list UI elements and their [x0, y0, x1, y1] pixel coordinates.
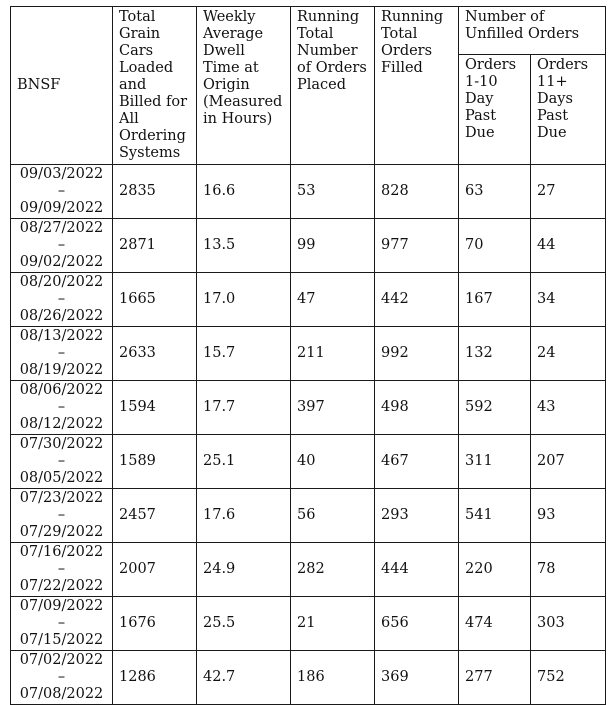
cell-orders-filled: 828: [375, 165, 459, 219]
cell-past-due-11-plus: 93: [531, 489, 606, 543]
header-past-due-11-plus: Orders 11+ Days Past Due: [531, 54, 606, 164]
cell-orders-filled: 992: [375, 327, 459, 381]
week-range-dash: –: [57, 399, 66, 415]
cell-orders-filled: 656: [375, 597, 459, 651]
table-row: [11, 543, 606, 597]
header-unfilled-orders: Number of Unfilled Orders: [459, 7, 606, 55]
header-dwell-time: Weekly Average Dwell Time at Origin (Measured in Hours): [197, 7, 291, 165]
cell-week-range: [11, 219, 113, 273]
week-end-date: 08/12/2022: [19, 416, 104, 432]
cell-orders-filled: 442: [375, 273, 459, 327]
week-end-date: 08/26/2022: [19, 308, 104, 324]
table-row: [11, 273, 606, 327]
cell-week-range: [11, 273, 113, 327]
cell-past-due-11-plus: 44: [531, 219, 606, 273]
cell-total-cars: 2835: [113, 165, 197, 219]
cell-dwell-time: 24.9: [197, 543, 291, 597]
header-railroad: BNSF: [11, 7, 113, 165]
cell-past-due-1-10: 311: [459, 435, 531, 489]
cell-past-due-1-10: 70: [459, 219, 531, 273]
cell-week-range: [11, 435, 113, 489]
week-start-date: 07/30/2022: [19, 436, 104, 452]
bnsf-grain-table-container: [10, 6, 605, 705]
cell-total-cars: 1589: [113, 435, 197, 489]
cell-dwell-time: 17.6: [197, 489, 291, 543]
cell-past-due-11-plus: 303: [531, 597, 606, 651]
cell-week-range: [11, 543, 113, 597]
cell-past-due-1-10: 541: [459, 489, 531, 543]
week-end-date: 09/02/2022: [19, 254, 104, 270]
cell-past-due-11-plus: 78: [531, 543, 606, 597]
week-start-date: 08/13/2022: [19, 328, 104, 344]
week-start-date: 08/06/2022: [19, 382, 104, 398]
week-end-date: 09/09/2022: [19, 200, 104, 216]
cell-past-due-1-10: 167: [459, 273, 531, 327]
cell-past-due-11-plus: 24: [531, 327, 606, 381]
table-row: [11, 435, 606, 489]
cell-total-cars: 1676: [113, 597, 197, 651]
week-range-dash: –: [57, 507, 66, 523]
week-start-date: 09/03/2022: [19, 166, 104, 182]
week-range-dash: –: [57, 561, 66, 577]
cell-dwell-time: 15.7: [197, 327, 291, 381]
cell-total-cars: 1594: [113, 381, 197, 435]
week-start-date: 08/20/2022: [19, 274, 104, 290]
cell-orders-filled: 444: [375, 543, 459, 597]
week-start-date: 07/09/2022: [19, 598, 104, 614]
week-end-date: 08/05/2022: [19, 470, 104, 486]
cell-orders-filled: 467: [375, 435, 459, 489]
week-range-dash: –: [57, 453, 66, 469]
header-past-due-1-10: Orders 1-10 Day Past Due: [459, 54, 531, 164]
week-end-date: 07/29/2022: [19, 524, 104, 540]
cell-dwell-time: 42.7: [197, 651, 291, 705]
week-end-date: 08/19/2022: [19, 362, 104, 378]
header-orders-filled: Running Total Orders Filled: [375, 7, 459, 165]
cell-orders-filled: 293: [375, 489, 459, 543]
cell-past-due-11-plus: 43: [531, 381, 606, 435]
table-row: [11, 219, 606, 273]
week-start-date: 07/16/2022: [19, 544, 104, 560]
cell-past-due-1-10: 277: [459, 651, 531, 705]
cell-week-range: [11, 489, 113, 543]
cell-total-cars: 1286: [113, 651, 197, 705]
cell-orders-filled: 369: [375, 651, 459, 705]
cell-orders-placed: 53: [291, 165, 375, 219]
cell-orders-placed: 397: [291, 381, 375, 435]
week-start-date: 07/02/2022: [19, 652, 104, 668]
cell-orders-filled: 498: [375, 381, 459, 435]
cell-total-cars: 2457: [113, 489, 197, 543]
cell-past-due-1-10: 132: [459, 327, 531, 381]
bnsf-grain-table: [10, 6, 606, 705]
cell-past-due-1-10: 220: [459, 543, 531, 597]
cell-total-cars: 2007: [113, 543, 197, 597]
cell-past-due-11-plus: 34: [531, 273, 606, 327]
cell-week-range: [11, 327, 113, 381]
cell-orders-placed: 99: [291, 219, 375, 273]
cell-dwell-time: 25.5: [197, 597, 291, 651]
header-row: [11, 7, 606, 55]
cell-past-due-1-10: 592: [459, 381, 531, 435]
week-range-dash: –: [57, 669, 66, 685]
table-row: [11, 489, 606, 543]
table-header: [11, 7, 606, 165]
cell-orders-placed: 56: [291, 489, 375, 543]
header-total-cars: Total Grain Cars Loaded and Billed for All Ordering Systems: [113, 7, 197, 165]
cell-orders-placed: 40: [291, 435, 375, 489]
table-row: [11, 651, 606, 705]
week-end-date: 07/22/2022: [19, 578, 104, 594]
week-start-date: 07/23/2022: [19, 490, 104, 506]
week-start-date: 08/27/2022: [19, 220, 104, 236]
cell-past-due-11-plus: 207: [531, 435, 606, 489]
cell-past-due-11-plus: 27: [531, 165, 606, 219]
cell-week-range: [11, 381, 113, 435]
cell-total-cars: 2871: [113, 219, 197, 273]
cell-past-due-11-plus: 752: [531, 651, 606, 705]
cell-orders-placed: 21: [291, 597, 375, 651]
cell-dwell-time: 16.6: [197, 165, 291, 219]
table-row: [11, 381, 606, 435]
cell-dwell-time: 17.0: [197, 273, 291, 327]
cell-orders-placed: 282: [291, 543, 375, 597]
header-orders-placed: Running Total Number of Orders Placed: [291, 7, 375, 165]
cell-dwell-time: 13.5: [197, 219, 291, 273]
cell-orders-placed: 186: [291, 651, 375, 705]
cell-total-cars: 1665: [113, 273, 197, 327]
cell-orders-placed: 211: [291, 327, 375, 381]
cell-week-range: [11, 165, 113, 219]
cell-week-range: [11, 597, 113, 651]
week-range-dash: –: [57, 183, 66, 199]
table-row: [11, 597, 606, 651]
cell-total-cars: 2633: [113, 327, 197, 381]
table-row: [11, 327, 606, 381]
cell-dwell-time: 17.7: [197, 381, 291, 435]
cell-week-range: [11, 651, 113, 705]
week-range-dash: –: [57, 237, 66, 253]
week-end-date: 07/15/2022: [19, 632, 104, 648]
week-range-dash: –: [57, 345, 66, 361]
cell-orders-placed: 47: [291, 273, 375, 327]
week-range-dash: –: [57, 615, 66, 631]
table-body: [11, 165, 606, 705]
week-end-date: 07/08/2022: [19, 686, 104, 702]
cell-past-due-1-10: 63: [459, 165, 531, 219]
week-range-dash: –: [57, 291, 66, 307]
table-row: [11, 165, 606, 219]
cell-orders-filled: 977: [375, 219, 459, 273]
cell-past-due-1-10: 474: [459, 597, 531, 651]
cell-dwell-time: 25.1: [197, 435, 291, 489]
